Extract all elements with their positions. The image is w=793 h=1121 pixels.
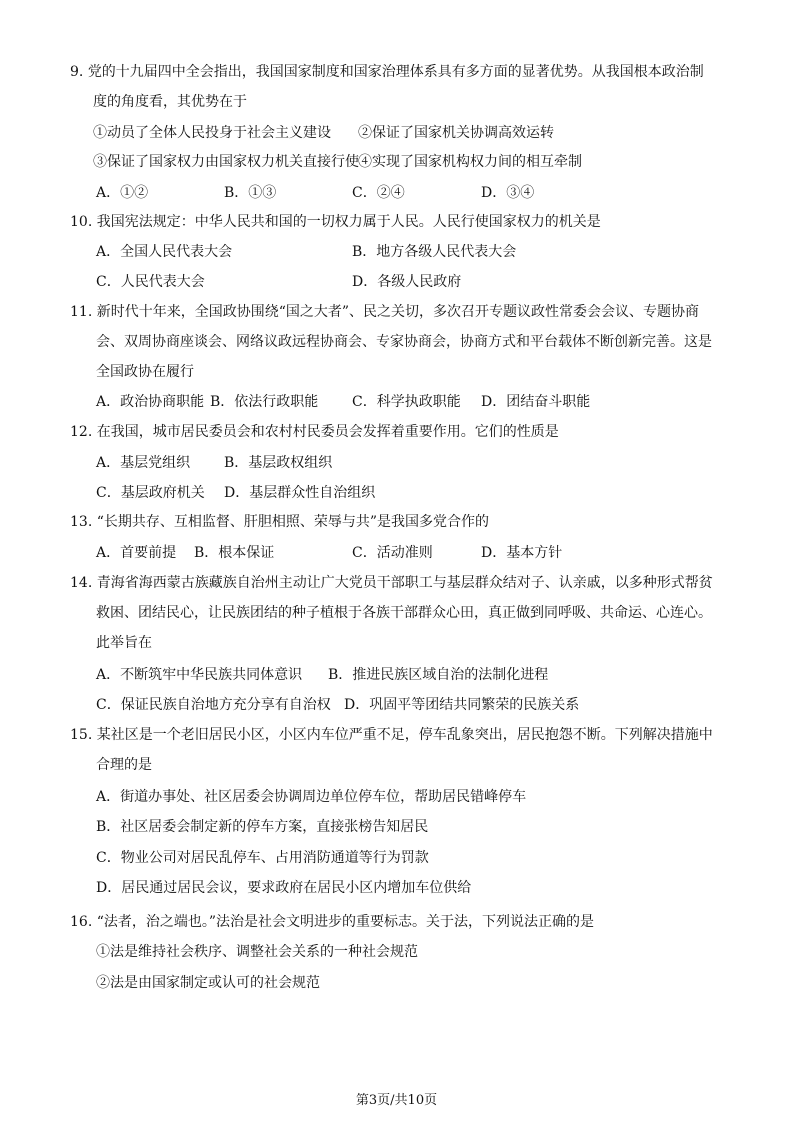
option-d: D．基本方针: [481, 545, 563, 561]
option-b: B．推进民族区域自治的法制化进程: [328, 667, 549, 683]
statement-3: ③保证了国家权力由国家权力机关直接行使: [93, 154, 359, 170]
question-number: 15.: [70, 727, 93, 743]
option-c: C．物业公司对居民乱停车、占用消防通道等行为罚款: [96, 850, 429, 866]
question-text: 新时代十年来，全国政协围绕“国之大者”、民之关切，多次召开专题议政性常委会会议、专题协商: [96, 304, 700, 320]
question-11-stem-cont: 会、双周协商座谈会、网络议政远程协商会、专家协商会，协商方式和平台载体不断创新完善。这是: [96, 334, 712, 350]
statement-4: ④实现了国家机构权力间的相互牵制: [358, 154, 582, 170]
question-14-stem-cont: 救困、团结民心，让民族团结的种子植根于各族干部群众心田，真正做到同呼吸、共命运、心连心。: [96, 605, 712, 621]
option-c: C．基层政府机关: [96, 485, 205, 501]
option-a: A．首要前提: [96, 545, 177, 561]
question-text: “法者，治之端也。”法治是社会文明进步的重要标志。关于法，下列说法正确的是: [96, 914, 595, 930]
question-number: 12.: [70, 424, 93, 440]
option-d: D．③④: [481, 185, 535, 201]
statement-1: ①法是维持社会秩序、调整社会关系的一种社会规范: [96, 944, 418, 960]
question-13-stem: [70, 513, 489, 531]
question-9-stem: [70, 63, 704, 81]
option-a: A．街道办事处、社区居委会协调周边单位停车位，帮助居民错峰停车: [96, 789, 527, 805]
option-c: C．人民代表大会: [96, 274, 205, 290]
question-number: 9.: [70, 64, 84, 80]
question-11-stem: [70, 303, 699, 321]
statement-1: ①动员了全体人民投身于社会主义建设: [93, 125, 331, 141]
question-number: 13.: [70, 514, 93, 530]
question-text: 在我国，城市居民委员会和农村村民委员会发挥着重要作用。它们的性质是: [96, 424, 559, 440]
option-d: D．基层群众性自治组织: [224, 485, 376, 501]
question-text: 党的十九届四中全会指出，我国国家制度和国家治理体系具有多方面的显著优势。从我国根本政治制: [87, 64, 704, 80]
question-10-stem: [70, 213, 601, 231]
question-14-stem-cont: 此举旨在: [96, 635, 152, 651]
option-a: A．全国人民代表大会: [96, 244, 233, 260]
question-text: 我国宪法规定：中华人民共和国的一切权力属于人民。人民行使国家权力的机关是: [96, 214, 601, 230]
question-number: 11.: [70, 304, 93, 320]
question-number: 10.: [70, 214, 93, 230]
option-c: C．活动准则: [352, 545, 433, 561]
option-b: B．①③: [224, 185, 277, 201]
question-15-stem-cont: 合理的是: [96, 757, 152, 773]
option-b: B．地方各级人民代表大会: [352, 244, 517, 260]
option-b: B．基层政权组织: [224, 455, 333, 471]
option-a: A．①②: [96, 185, 149, 201]
option-d: D．巩固平等团结共同繁荣的民族关系: [344, 697, 580, 713]
question-11-stem-cont: 全国政协在履行: [96, 364, 194, 380]
question-text: 青海省海西蒙古族藏族自治州主动让广大党员干部职工与基层群众结对子、认亲戚，以多种形式帮贫: [96, 575, 713, 591]
page-number: 第3页/共10页: [355, 1093, 438, 1108]
question-15-stem: [70, 726, 713, 744]
question-9-stem-cont: 度的角度看，其优势在于: [93, 94, 247, 110]
option-d: D．各级人民政府: [352, 274, 462, 290]
question-number: 14.: [70, 575, 93, 591]
question-16-stem: [70, 913, 594, 931]
option-b: B．社区居委会制定新的停车方案，直接张榜告知居民: [96, 819, 429, 835]
question-text: “长期共存、互相监督、肝胆相照、荣辱与共”是我国多党合作的: [96, 514, 490, 530]
option-a: A．基层党组织: [96, 455, 191, 471]
option-a: A．不断筑牢中华民族共同体意识: [96, 667, 303, 683]
option-b: B．根本保证: [194, 545, 275, 561]
question-12-stem: [70, 423, 559, 441]
question-text: 某社区是一个老旧居民小区，小区内车位严重不足，停车乱象突出，居民抱怨不断。下列解决措施中: [96, 727, 713, 743]
option-a: A．政治协商职能: [96, 394, 205, 410]
option-b: B．依法行政职能: [210, 394, 319, 410]
option-c: C．②④: [352, 185, 405, 201]
option-c: C．科学执政职能: [352, 394, 461, 410]
question-number: 16.: [70, 914, 93, 930]
statement-2: ②保证了国家机关协调高效运转: [358, 125, 554, 141]
option-c: C．保证民族自治地方充分享有自治权: [96, 697, 331, 713]
option-d: D．居民通过居民会议，要求政府在居民小区内增加车位供给: [96, 880, 472, 896]
statement-2: ②法是由国家制定或认可的社会规范: [96, 975, 320, 991]
option-d: D．团结奋斗职能: [481, 394, 591, 410]
question-14-stem: [70, 574, 713, 592]
